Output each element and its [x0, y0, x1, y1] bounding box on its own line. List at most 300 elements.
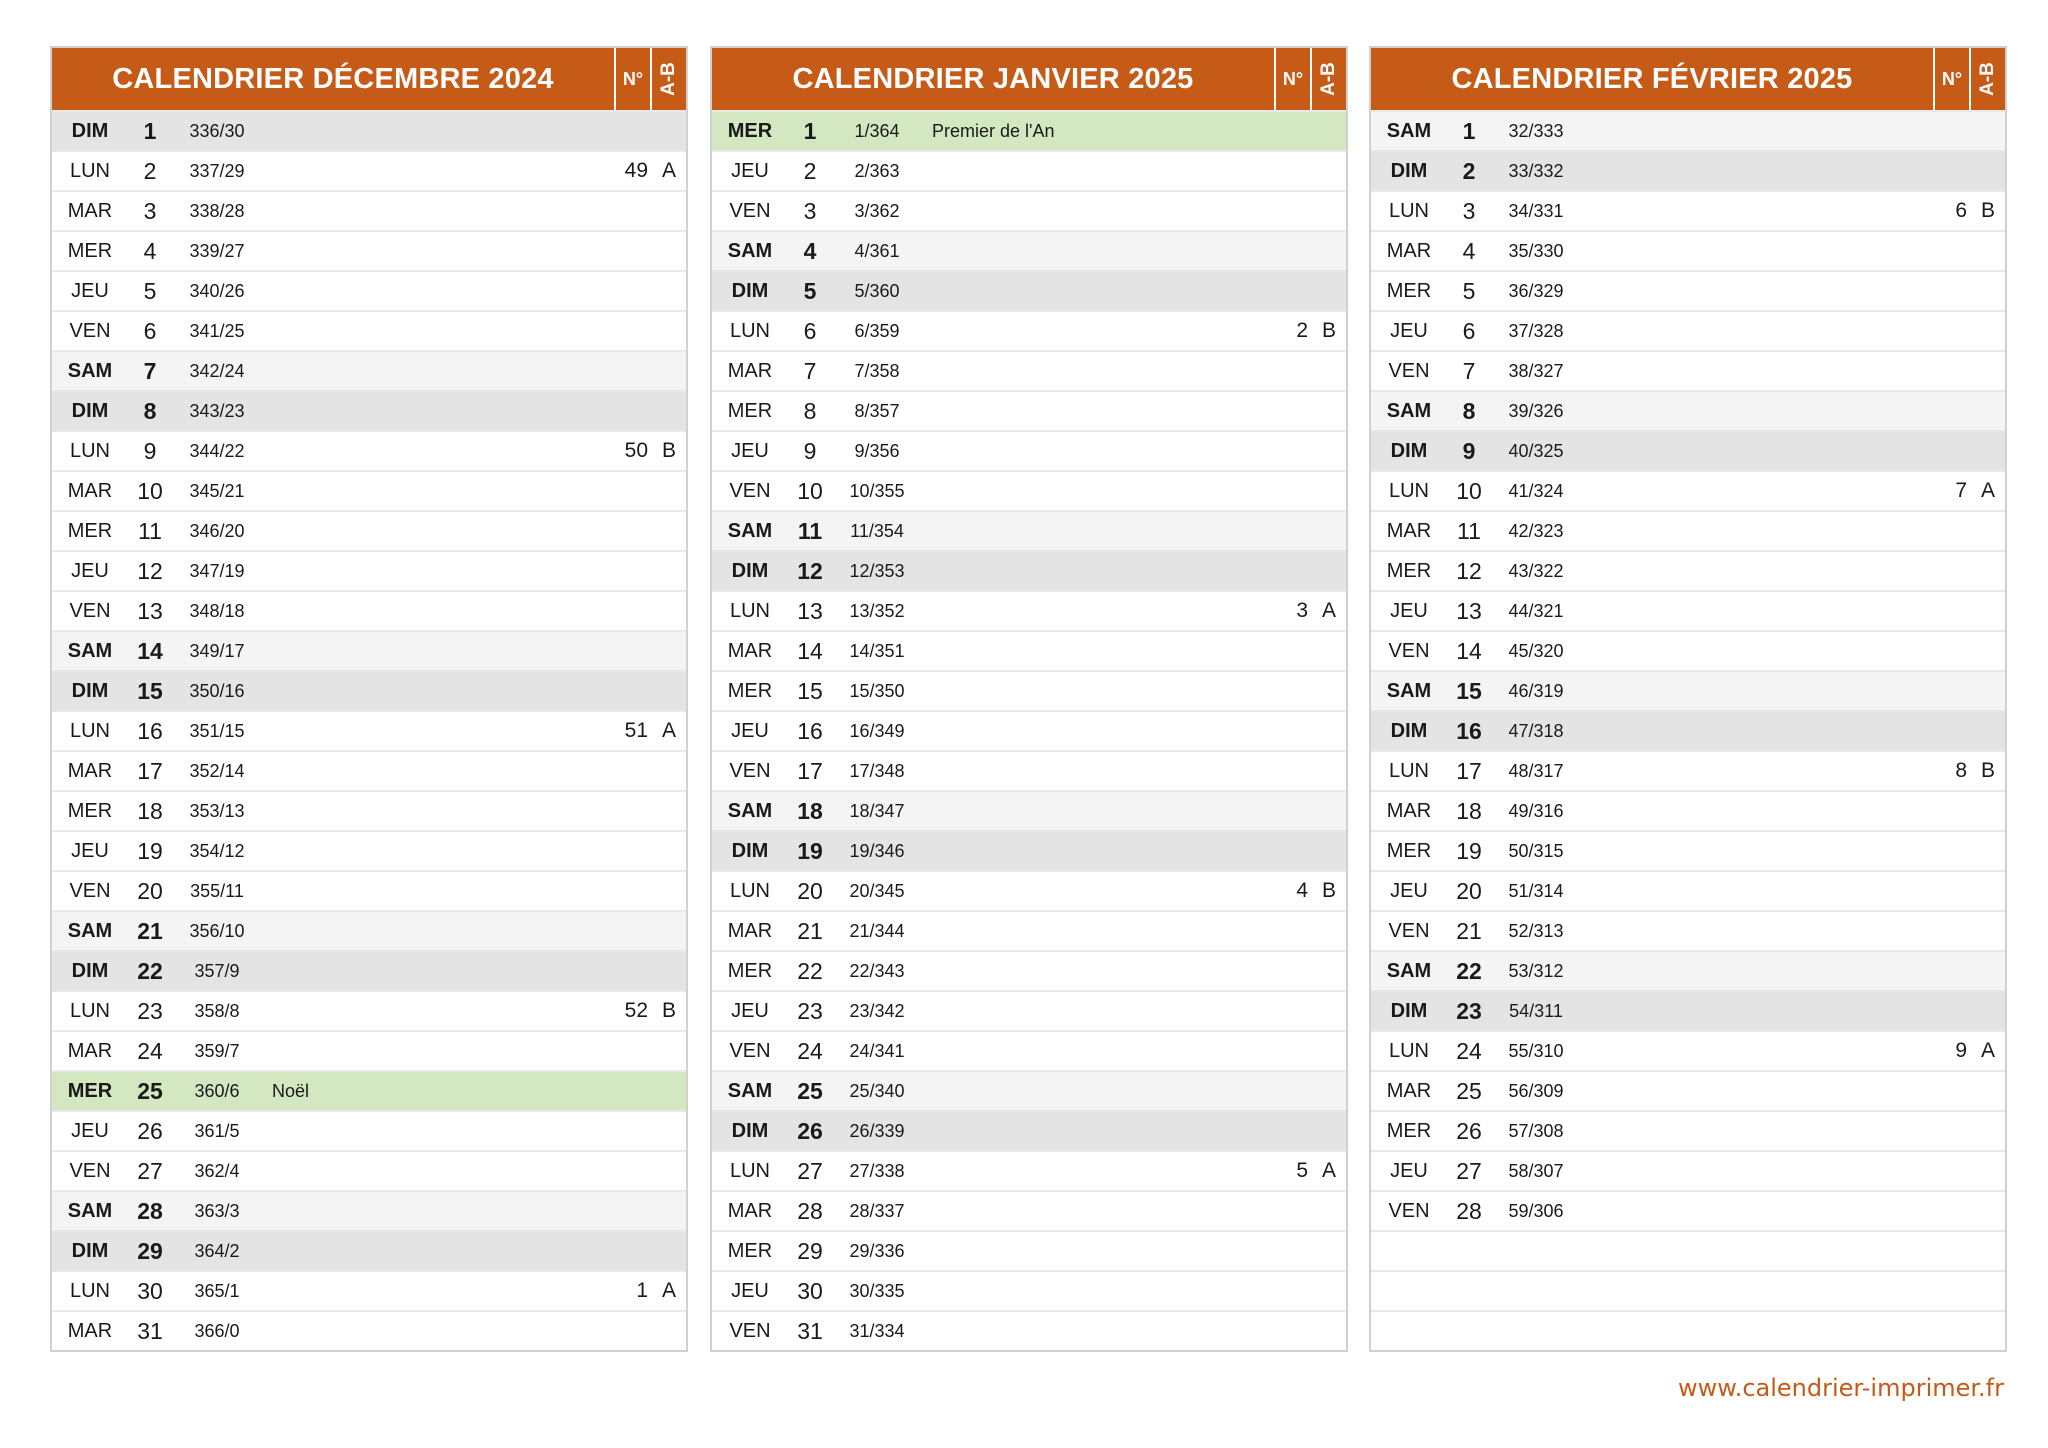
day-row	[52, 710, 686, 750]
weekday-name: SAM	[1386, 119, 1432, 142]
day-row	[712, 990, 1346, 1030]
ab-week: A	[661, 159, 676, 182]
day-row	[1371, 630, 2005, 670]
ab-week-header	[1310, 48, 1346, 110]
week-number: 50	[624, 439, 648, 462]
day-number: 28	[1456, 1197, 1482, 1224]
day-number: 2	[803, 157, 817, 184]
day-of-year: 47/318	[1508, 720, 1564, 741]
day-of-year: 24/341	[849, 1040, 905, 1061]
day-row	[1371, 590, 2005, 630]
day-of-year: 13/352	[849, 600, 905, 621]
day-number: 27	[137, 1157, 163, 1184]
weekday-name: DIM	[731, 839, 769, 862]
day-row	[712, 510, 1346, 550]
ab-week: B	[1321, 319, 1336, 342]
day-number: 8	[803, 397, 817, 424]
day-number: 16	[1456, 717, 1482, 744]
day-row	[712, 310, 1346, 350]
day-row	[52, 950, 686, 990]
day-row	[712, 1190, 1346, 1230]
day-number: 13	[1456, 597, 1482, 624]
day-row	[52, 110, 686, 150]
day-of-year: 14/351	[849, 640, 905, 661]
weekday-name: SAM	[1386, 679, 1432, 702]
day-row	[712, 550, 1346, 590]
weekday-name: MAR	[67, 1039, 113, 1062]
day-of-year: 363/3	[194, 1200, 240, 1221]
day-number: 19	[1456, 837, 1482, 864]
ab-week: A	[1321, 1159, 1336, 1182]
day-row	[1371, 510, 2005, 550]
day-number: 27	[1456, 1157, 1482, 1184]
day-row	[712, 110, 1346, 150]
day-of-year: 32/333	[1508, 120, 1564, 141]
weekday-name: DIM	[731, 1119, 769, 1142]
day-row	[52, 1230, 686, 1270]
weekday-name: MER	[1386, 279, 1432, 302]
weekday-name: MAR	[67, 759, 113, 782]
day-of-year: 359/7	[194, 1040, 240, 1061]
day-of-year: 357/9	[194, 960, 240, 981]
day-row	[712, 270, 1346, 310]
day-number: 5	[143, 277, 157, 304]
day-number: 27	[797, 1157, 823, 1184]
week-number: 7	[1955, 479, 1967, 502]
weekday-name: JEU	[731, 439, 769, 462]
weekday-name: MAR	[727, 919, 773, 942]
day-row	[52, 150, 686, 190]
weekday-name: DIM	[71, 679, 109, 702]
day-number: 5	[803, 277, 817, 304]
day-of-year: 37/328	[1508, 320, 1564, 341]
day-row	[1371, 470, 2005, 510]
day-row	[1371, 430, 2005, 470]
day-row	[52, 910, 686, 950]
weekday-name: MAR	[727, 639, 773, 662]
day-number: 16	[137, 717, 163, 744]
week-number: 49	[624, 159, 648, 182]
day-row	[1371, 950, 2005, 990]
day-number: 25	[1456, 1077, 1482, 1104]
day-row	[712, 590, 1346, 630]
day-row	[52, 1070, 686, 1110]
weekday-name: JEU	[731, 1279, 769, 1302]
day-number: 13	[797, 597, 823, 624]
day-row	[712, 390, 1346, 430]
day-number: 6	[1462, 317, 1476, 344]
day-number: 4	[143, 237, 157, 264]
day-of-year: 29/336	[849, 1240, 905, 1261]
day-number: 15	[797, 677, 823, 704]
ab-week: A	[1980, 479, 1995, 502]
weekday-name: MAR	[67, 199, 113, 222]
weekday-name: MAR	[1386, 519, 1432, 542]
weekday-name: DIM	[71, 399, 109, 422]
day-number: 26	[1456, 1117, 1482, 1144]
day-of-year: 21/344	[849, 920, 905, 941]
day-row	[52, 1190, 686, 1230]
weekday-name: JEU	[1390, 1159, 1428, 1182]
day-row	[1371, 710, 2005, 750]
day-number: 29	[797, 1237, 823, 1264]
ab-week-header	[650, 48, 686, 110]
day-number: 14	[1456, 637, 1482, 664]
day-number: 17	[137, 757, 163, 784]
day-of-year: 16/349	[849, 720, 905, 741]
calendar-header	[712, 48, 1346, 110]
weekday-name: SAM	[67, 919, 113, 942]
day-row	[1371, 990, 2005, 1030]
day-row	[712, 830, 1346, 870]
day-number: 20	[1456, 877, 1482, 904]
day-number: 1	[803, 117, 817, 144]
day-of-year: 362/4	[194, 1160, 240, 1181]
empty-row	[1371, 1310, 2005, 1350]
day-number: 10	[1456, 477, 1482, 504]
website-footer[interactable]: www.calendrier-imprimer.fr	[1678, 1374, 2004, 1402]
calendar-title: CALENDRIER DÉCEMBRE 2024	[112, 62, 554, 95]
day-of-year: 348/18	[189, 600, 245, 621]
weekday-name: MER	[727, 679, 773, 702]
day-row	[52, 550, 686, 590]
weekday-name: MER	[727, 959, 773, 982]
day-number: 3	[803, 197, 817, 224]
weekday-name: JEU	[71, 839, 109, 862]
day-of-year: 336/30	[189, 120, 245, 141]
day-of-year: 53/312	[1508, 960, 1564, 981]
weekday-name: LUN	[729, 599, 770, 622]
day-number: 23	[797, 997, 823, 1024]
day-row	[712, 1150, 1346, 1190]
day-of-year: 51/314	[1508, 880, 1564, 901]
weekday-name: VEN	[69, 599, 111, 622]
day-of-year: 26/339	[849, 1120, 905, 1141]
week-number-header: N°	[1274, 48, 1310, 110]
day-row	[52, 470, 686, 510]
day-number: 14	[797, 637, 823, 664]
day-of-year: 365/1	[194, 1280, 240, 1301]
day-of-year: 52/313	[1508, 920, 1564, 941]
weekday-name: MER	[67, 799, 113, 822]
day-number: 4	[1462, 237, 1476, 264]
day-number: 2	[1462, 157, 1476, 184]
day-of-year: 345/21	[189, 480, 245, 501]
day-number: 21	[137, 917, 163, 944]
empty-row	[1371, 1270, 2005, 1310]
day-of-year: 20/345	[849, 880, 905, 901]
day-number: 23	[1456, 997, 1482, 1024]
weekday-name: MER	[1386, 839, 1432, 862]
day-number: 12	[797, 557, 823, 584]
ab-week-header	[1969, 48, 2005, 110]
day-row	[52, 1150, 686, 1190]
week-number: 1	[636, 1279, 648, 1302]
day-row	[712, 190, 1346, 230]
day-row	[712, 790, 1346, 830]
day-of-year: 56/309	[1508, 1080, 1564, 1101]
day-row	[52, 990, 686, 1030]
week-number: 9	[1955, 1039, 1967, 1062]
weekday-name: LUN	[1388, 199, 1429, 222]
day-row	[52, 270, 686, 310]
weekday-name: LUN	[729, 319, 770, 342]
day-number: 3	[143, 197, 157, 224]
day-row	[1371, 350, 2005, 390]
weekday-name: MER	[727, 1239, 773, 1262]
day-of-year: 48/317	[1508, 760, 1564, 781]
day-of-year: 18/347	[849, 800, 905, 821]
day-row	[1371, 830, 2005, 870]
calendar-title: CALENDRIER FÉVRIER 2025	[1451, 62, 1853, 95]
day-of-year: 33/332	[1508, 160, 1564, 181]
day-number: 14	[137, 637, 163, 664]
weekday-name: MER	[727, 399, 773, 422]
weekday-name: VEN	[729, 759, 771, 782]
weekday-name: DIM	[71, 119, 109, 142]
weekday-name: SAM	[727, 1079, 773, 1102]
day-of-year: 17/348	[849, 760, 905, 781]
day-number: 10	[137, 477, 163, 504]
day-row	[52, 870, 686, 910]
day-row	[1371, 750, 2005, 790]
day-row	[52, 230, 686, 270]
day-row	[52, 190, 686, 230]
day-of-year: 358/8	[194, 1000, 240, 1021]
day-number: 30	[797, 1277, 823, 1304]
day-of-year: 351/15	[189, 720, 245, 741]
day-of-year: 19/346	[849, 840, 905, 861]
day-number: 2	[143, 157, 157, 184]
day-row	[52, 670, 686, 710]
day-number: 30	[137, 1277, 163, 1304]
day-number: 9	[143, 437, 157, 464]
ab-week-header-label: A-B	[1977, 62, 1998, 96]
weekday-name: VEN	[69, 319, 111, 342]
day-row	[1371, 390, 2005, 430]
day-row	[712, 1310, 1346, 1350]
day-number: 17	[797, 757, 823, 784]
weekday-name: VEN	[1388, 1199, 1430, 1222]
day-of-year: 366/0	[194, 1320, 240, 1341]
day-of-year: 8/357	[854, 400, 900, 421]
day-row	[52, 790, 686, 830]
day-row	[52, 510, 686, 550]
weekday-name: MAR	[727, 1199, 773, 1222]
day-of-year: 356/10	[189, 920, 245, 941]
weekday-name: LUN	[69, 719, 110, 742]
day-number: 29	[137, 1237, 163, 1264]
day-number: 13	[137, 597, 163, 624]
day-number: 22	[1456, 957, 1482, 984]
day-of-year: 360/6	[194, 1080, 240, 1101]
week-number: 51	[624, 719, 648, 742]
day-of-year: 340/26	[189, 280, 245, 301]
week-number: 6	[1955, 199, 1967, 222]
day-of-year: 1/364	[854, 120, 900, 141]
weekday-name: MER	[727, 119, 773, 142]
weekday-name: SAM	[727, 239, 773, 262]
ab-week-header-label: A-B	[1318, 62, 1339, 96]
day-number: 12	[1456, 557, 1482, 584]
calendar-header	[52, 48, 686, 110]
day-of-year: 353/13	[189, 800, 245, 821]
day-row	[712, 950, 1346, 990]
day-of-year: 58/307	[1508, 1160, 1564, 1181]
day-number: 19	[797, 837, 823, 864]
day-of-year: 355/11	[190, 880, 244, 901]
day-row	[712, 470, 1346, 510]
day-number: 25	[797, 1077, 823, 1104]
weekday-name: DIM	[71, 959, 109, 982]
weekday-name: LUN	[1388, 1039, 1429, 1062]
day-row	[712, 1110, 1346, 1150]
day-row	[52, 830, 686, 870]
calendar-header	[1371, 48, 2005, 110]
day-number: 21	[797, 917, 823, 944]
day-number: 10	[797, 477, 823, 504]
day-row	[712, 1270, 1346, 1310]
weekday-name: JEU	[1390, 319, 1428, 342]
day-row	[712, 1230, 1346, 1270]
day-of-year: 30/335	[849, 1280, 905, 1301]
weekday-name: JEU	[731, 999, 769, 1022]
week-number-header: N°	[1933, 48, 1969, 110]
ab-week: B	[1321, 879, 1336, 902]
week-number: 4	[1296, 879, 1308, 902]
day-row	[1371, 110, 2005, 150]
day-number: 8	[1462, 397, 1476, 424]
holiday-note: Noël	[272, 1080, 310, 1101]
day-number: 1	[1462, 117, 1476, 144]
day-row	[52, 1030, 686, 1070]
day-of-year: 3/362	[854, 200, 900, 221]
day-row	[52, 310, 686, 350]
day-row	[712, 230, 1346, 270]
day-of-year: 38/327	[1508, 360, 1564, 381]
day-of-year: 350/16	[189, 680, 245, 701]
weekday-name: MAR	[1386, 239, 1432, 262]
day-row	[712, 630, 1346, 670]
weekday-name: LUN	[729, 879, 770, 902]
day-row	[52, 1310, 686, 1350]
day-row	[712, 710, 1346, 750]
empty-row	[1371, 1230, 2005, 1270]
weekday-name: LUN	[69, 1279, 110, 1302]
day-number: 4	[803, 237, 817, 264]
day-number: 11	[138, 517, 162, 544]
weekday-name: MAR	[67, 1319, 113, 1342]
day-of-year: 11/354	[850, 520, 904, 541]
day-of-year: 15/350	[849, 680, 905, 701]
day-of-year: 339/27	[189, 240, 245, 261]
day-row	[1371, 230, 2005, 270]
calendar-january-2025	[710, 46, 1348, 1352]
day-of-year: 5/360	[854, 280, 900, 301]
day-of-year: 59/306	[1508, 1200, 1564, 1221]
day-row	[1371, 1150, 2005, 1190]
day-row	[712, 430, 1346, 470]
day-number: 9	[803, 437, 817, 464]
day-row	[1371, 1110, 2005, 1150]
day-of-year: 31/334	[849, 1320, 905, 1341]
day-of-year: 40/325	[1508, 440, 1564, 461]
day-of-year: 346/20	[189, 520, 245, 541]
day-of-year: 347/19	[189, 560, 245, 581]
day-of-year: 364/2	[194, 1240, 240, 1261]
day-number: 16	[797, 717, 823, 744]
day-of-year: 54/311	[1509, 1000, 1563, 1021]
weekday-name: MAR	[1386, 1079, 1432, 1102]
day-number: 28	[137, 1197, 163, 1224]
day-row	[1371, 270, 2005, 310]
calendar-december-2024	[50, 46, 688, 1352]
day-row	[1371, 1030, 2005, 1070]
day-of-year: 28/337	[849, 1200, 905, 1221]
day-row	[52, 350, 686, 390]
day-number: 7	[803, 357, 817, 384]
weekday-name: LUN	[69, 999, 110, 1022]
day-number: 24	[137, 1037, 163, 1064]
weekday-name: DIM	[1390, 719, 1428, 742]
day-of-year: 43/322	[1508, 560, 1564, 581]
day-row	[712, 1070, 1346, 1110]
weekday-name: JEU	[731, 719, 769, 742]
calendar-title: CALENDRIER JANVIER 2025	[792, 62, 1194, 95]
day-row	[1371, 1190, 2005, 1230]
day-of-year: 344/22	[189, 440, 245, 461]
weekday-name: SAM	[67, 359, 113, 382]
day-row	[712, 910, 1346, 950]
day-of-year: 41/324	[1508, 480, 1564, 501]
day-row	[712, 150, 1346, 190]
day-of-year: 337/29	[189, 160, 245, 181]
week-number: 3	[1296, 599, 1308, 622]
day-number: 18	[797, 797, 823, 824]
day-number: 7	[1462, 357, 1476, 384]
day-of-year: 9/356	[854, 440, 900, 461]
day-of-year: 22/343	[849, 960, 905, 981]
day-of-year: 46/319	[1508, 680, 1564, 701]
weekday-name: VEN	[729, 199, 771, 222]
weekday-name: DIM	[71, 1239, 109, 1262]
day-number: 1	[143, 117, 157, 144]
day-row	[712, 870, 1346, 910]
day-of-year: 35/330	[1508, 240, 1564, 261]
weekday-name: SAM	[67, 1199, 113, 1222]
ab-week: B	[661, 439, 676, 462]
day-row	[1371, 910, 2005, 950]
day-of-year: 361/5	[194, 1120, 240, 1141]
week-number: 5	[1296, 1159, 1308, 1182]
weekday-name: MER	[67, 239, 113, 262]
weekday-name: LUN	[729, 1159, 770, 1182]
day-row	[1371, 790, 2005, 830]
day-row	[52, 630, 686, 670]
holiday-note: Premier de l'An	[932, 120, 1055, 141]
weekday-name: JEU	[71, 559, 109, 582]
week-number: 2	[1296, 319, 1308, 342]
day-number: 26	[137, 1117, 163, 1144]
day-row	[52, 590, 686, 630]
ab-week-header-label: A-B	[658, 62, 679, 96]
day-of-year: 10/355	[849, 480, 905, 501]
weekday-name: LUN	[1388, 479, 1429, 502]
ab-week: A	[661, 719, 676, 742]
day-number: 7	[143, 357, 157, 384]
weekday-name: VEN	[69, 879, 111, 902]
weekday-name: VEN	[729, 1039, 771, 1062]
